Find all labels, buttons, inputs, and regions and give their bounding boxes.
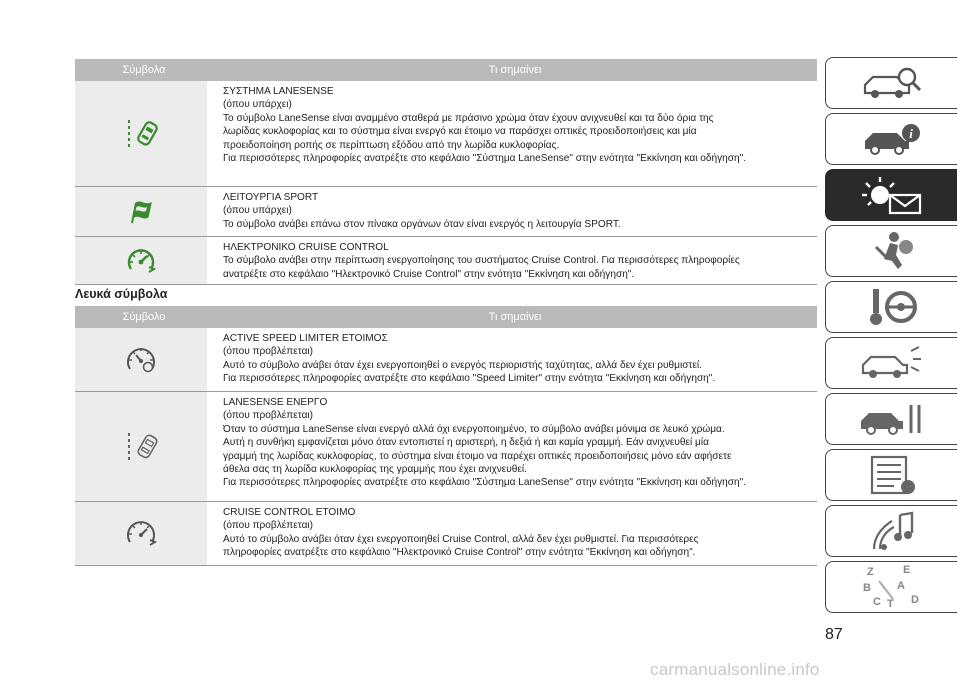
table-header (75, 306, 817, 328)
white-symbols-table (75, 306, 817, 566)
meaning-cell (213, 237, 817, 284)
page-number: 87 (825, 626, 843, 643)
symbol-cell (75, 237, 213, 284)
watermark: carmanualsonline.info (650, 660, 820, 679)
symbol-title: CRUISE CONTROL ΕΤΟΙΜΟ (223, 507, 356, 518)
description-line: λωρίδας κυκλοφορίας και το σύστημα είναι ενεργό και έτοιμο να παράσχει οπτικές προειδοποιήσεις και μία (223, 126, 697, 138)
car-crash-icon (857, 343, 927, 383)
description-line: Αυτό το σύμβολο ανάβει όταν έχει ενεργοποιηθεί Cruise Control, αλλά δεν έχει ρυθμιστεί. Για περισσότερες (223, 533, 699, 545)
car-search-icon (857, 63, 927, 103)
symbol-cell (75, 187, 213, 236)
tab-maintenance[interactable] (825, 393, 957, 445)
cruise-control-icon (125, 245, 157, 277)
description-line: Αυτό το σύμβολο ανάβει όταν έχει ενεργοποιηθεί ο ενεργός περιοριστής ταχύτητας, αλλά δεν έχει ρυθμιστεί. (223, 359, 702, 371)
tab-car-info[interactable] (825, 113, 957, 165)
symbol-cell (75, 81, 213, 186)
tab-index[interactable] (825, 561, 957, 613)
symbol-cell (75, 392, 213, 501)
description-line: Αυτή η συνθήκη εμφανίζεται μόνο όταν εντοπιστεί η αριστερή, η δεξιά ή και καμία γραμμή. Εάν ανιχνευθεί μία (223, 437, 709, 449)
table-row (75, 502, 817, 566)
availability-note: (όπου υπάρχει) (223, 99, 292, 111)
car-tools-icon (857, 399, 927, 439)
alphabetical-index-icon (857, 563, 927, 611)
table-row (75, 187, 817, 237)
availability-note: (όπου προβλέπεται) (223, 520, 314, 532)
table-row (75, 328, 817, 392)
tab-car-search[interactable] (825, 57, 957, 109)
index-letter: E (902, 564, 910, 576)
header-meaning: Τι σημαίνει (488, 311, 542, 323)
description-line: Το σύμβολο ανάβει επάνω στον πίνακα οργάνων όταν είναι ενεργός η λειτουργία SPORT. (223, 218, 621, 230)
lanesense-icon (124, 114, 158, 154)
cruise-control-icon (124, 517, 158, 551)
index-letter: C (872, 596, 881, 608)
specifications-list-icon (862, 453, 922, 497)
green-symbols-table (75, 59, 817, 285)
chapter-tabs (825, 57, 960, 617)
lanesense-icon (124, 427, 158, 467)
svg-text:i: i (908, 126, 913, 141)
index-letter: A (896, 580, 905, 592)
table-row (75, 392, 817, 502)
symbol-cell (75, 328, 213, 391)
index-letter: Z (866, 566, 874, 578)
reference-line: ανατρέξτε στο κεφάλαιο "Ηλεκτρονικό Cruise Control" στην ενότητα "Εκκίνηση και οδήγηση". (223, 268, 635, 280)
meaning-cell (213, 328, 817, 391)
description-line: Το σύμβολο LaneSense είναι αναμμένο σταθερά με πράσινο χρώμα όταν έχουν ανιχνευθεί και τα δύο όρια της (223, 112, 714, 124)
availability-note: (όπου προβλέπεται) (223, 346, 314, 358)
index-letter: B (862, 582, 871, 594)
key-steering-wheel-icon (857, 285, 927, 329)
warning-light-envelope-icon (852, 173, 932, 217)
availability-note: (όπου υπάρχει) (223, 205, 292, 217)
availability-note: (όπου προβλέπεται) (223, 410, 314, 422)
tab-multimedia[interactable] (825, 505, 957, 557)
description-line: προειδοποίηση ροπής σε περίπτωση εξόδου από την λωρίδα κυκλοφορίας. (223, 139, 560, 151)
table-row (75, 81, 817, 187)
index-letter: T (886, 598, 894, 610)
table-header (75, 59, 817, 81)
car-info-icon (857, 119, 927, 159)
tab-emergency[interactable] (825, 337, 957, 389)
meaning-cell (213, 502, 817, 565)
header-meaning: Τι σημαίνει (488, 64, 542, 76)
tab-technical-data[interactable] (825, 449, 957, 501)
tab-warning-lights[interactable] (825, 169, 957, 221)
speed-limiter-icon (124, 343, 158, 377)
meaning-cell (213, 392, 817, 501)
reference-line: πληροφορίες ανατρέξτε στο κεφάλαιο "Ηλεκτρονικό Cruise Control" στην ενότητα "Εκκίνηση και οδήγηση". (223, 547, 696, 559)
header-symbol: Σύμβολο (122, 311, 166, 323)
symbol-title: ΣΥΣΤΗΜΑ LANESENSE (223, 86, 334, 97)
meaning-cell (213, 187, 817, 236)
tab-starting-driving[interactable] (825, 281, 957, 333)
description-line: γραμμή της λωρίδας κυκλοφορίας, το σύστημα είναι έτοιμο να παρέχει οπτικές προειδοποιήσεις μόνο εάν αφήσετε (223, 450, 732, 462)
table-row (75, 237, 817, 285)
meaning-cell (213, 81, 817, 186)
section-title: Λευκά σύμβολα (75, 287, 168, 301)
reference-line: Για περισσότερες πληροφορίες ανατρέξτε στο κεφάλαιο "Speed Limiter" στην ενότητα "Εκκίνηση και οδήγηση". (223, 373, 716, 385)
symbol-title: ΛΕΙΤΟΥΡΓΙΑ SPORT (223, 192, 319, 203)
description-line: Το σύμβολο ανάβει στην περίπτωση ενεργοποίησης του συστήματος Cruise Control. Για περισσότερες πληροφορίες (223, 255, 740, 267)
sport-flag-icon (126, 197, 156, 227)
tab-safety[interactable] (825, 225, 957, 277)
symbol-cell (75, 502, 213, 565)
symbol-title: LANESENSE ΕΝΕΡΓΟ (223, 397, 328, 408)
header-symbol: Σύμβολα (122, 64, 166, 76)
description-line: άθελα σας τη λωρίδα κυκλοφορίας της γραμμής που έχει ανιχνευθεί. (223, 464, 527, 476)
index-letter: D (910, 594, 919, 606)
multimedia-icon (862, 509, 922, 553)
symbol-title: ACTIVE SPEED LIMITER ΕΤΟΙΜΟΣ (223, 333, 388, 344)
symbol-title: ΗΛΕΚΤΡΟΝΙΚΟ CRUISE CONTROL (223, 242, 389, 253)
description-line: Όταν το σύστημα LaneSense είναι ενεργό αλλά όχι ενεργοποιημένο, το σύμβολο ανάβει μόνιμα σε λευκό χρώμα. (223, 423, 725, 435)
airbag-seat-icon (862, 229, 922, 273)
reference-line: Για περισσότερες πληροφορίες ανατρέξτε στο κεφάλαιο "Σύστημα LaneSense" στην ενότητα "Εκκίνηση και οδήγηση". (223, 153, 747, 165)
reference-line: Για περισσότερες πληροφορίες ανατρέξτε στο κεφάλαιο "Σύστημα LaneSense" στην ενότητα "Εκκίνηση και οδήγηση". (223, 477, 747, 489)
